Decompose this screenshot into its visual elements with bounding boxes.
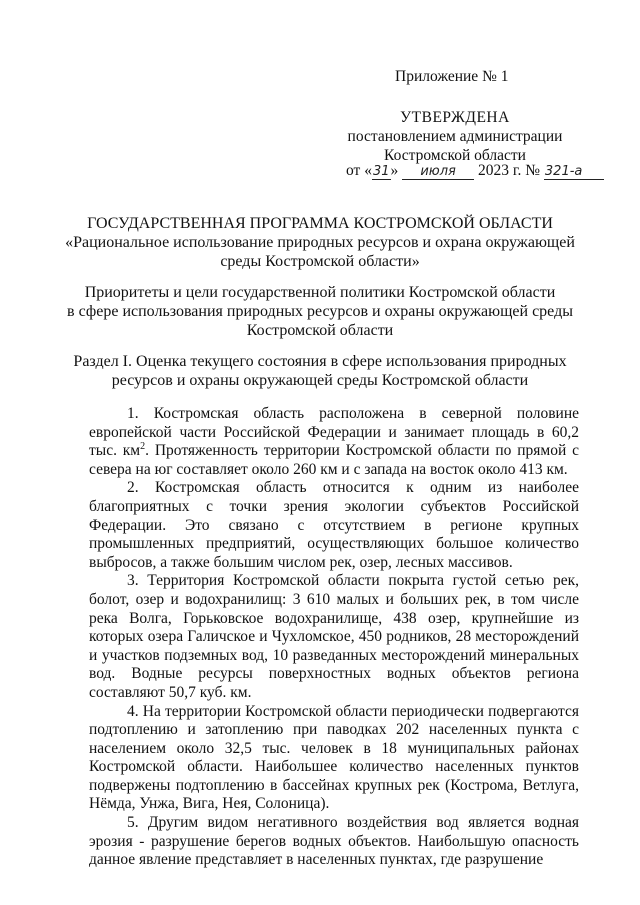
decree-line-1: постановлением администрации <box>347 128 563 145</box>
priorities-line-3: Костромской области <box>246 322 394 339</box>
program-name-line-2: среды Костромской области» <box>220 253 420 270</box>
paragraph-4: 4. На территории Костромской области периодически подвергаются подтоплению и затоплению при паводках 202 населенных пункта с населением около 32,5 тыс. человек в 18 муниципальных районах Костромской области. Наибольшее количество населенных пунктов подвержены подтоплению в бассейнах крупных рек (Кострома, Ветлуга, Нёмда, Унжа, Вига, Нея, Солоница). <box>89 702 579 813</box>
program-name-line-1: «Рациональное использование природных ресурсов и охрана окружающей <box>65 234 575 251</box>
priorities-line-2: в сфере использования природных ресурсов и охраны окружающей среды <box>67 303 573 320</box>
decree-line-2: Костромской области <box>384 147 526 164</box>
appendix-label: Приложение № 1 <box>395 68 509 85</box>
section-line-2: ресурсов и охраны окружающей среды Костромской области <box>111 372 529 389</box>
priorities-line-1: Приоритеты и цели государственной политики Костромской области <box>84 284 556 301</box>
section-heading <box>60 352 580 390</box>
handwritten-day: 31 <box>372 164 390 179</box>
paragraph-3: 3. Территория Костромской области покрыта густой сетью рек, болот, озер и водохранилищ: 3 610 малых и больших рек, в том числе река Волга, Горьковское водохранилище, 438 озер, крупнейшие из которых озера Галичское и Чухломское, 450 родников, 28 месторождений и участков подземных вод, 10 разведанных месторождений минеральных вод. Водные ресурсы поверхностных водных объектов региона составляют 50,7 куб. км. <box>89 572 579 701</box>
handwritten-number: 321-а <box>544 165 604 180</box>
decree-date-line <box>346 162 604 180</box>
approved-heading: УТВЕРЖДЕНА <box>400 109 510 126</box>
paragraph-1 <box>89 405 579 479</box>
handwritten-month: июля <box>402 165 474 180</box>
date-prefix: от « <box>346 162 372 179</box>
priorities-heading <box>60 283 580 340</box>
body-text <box>89 405 579 870</box>
paragraph-2: 2. Костромская область относится к одним из наиболее благоприятных с точки зрения экологии субъектов Российской Федерации. Это связано с отсутствием в регионе крупных промышленных предприятий, осуществляющих большое количество выбросов, а также большим числом рек, озер, лесных массивов. <box>89 479 579 571</box>
paragraph-1-part-a: 1. Костромская область расположена в северной половине европейской части Российской Федерации и занимает площадь в 60,2 тыс. км <box>89 405 579 460</box>
program-title-block <box>60 214 580 271</box>
paragraph-1-part-b: . Протяженность территории Костромской области по прямой с севера на юг составляет около 260 км и с запада на восток около 413 км. <box>89 442 579 478</box>
paragraph-5: 5. Другим видом негативного воздействия вод является водная эрозия - разрушение берегов водных объектов. Наибольшую опасность данное явление представляет в населенных пунктах, где разрушение <box>89 814 579 869</box>
year-part: 2023 г. № <box>478 162 541 179</box>
section-line-1: Раздел I. Оценка текущего состояния в сфере использования природных <box>73 353 567 370</box>
superscript-2: 2 <box>140 441 146 453</box>
date-mid: » <box>390 162 399 179</box>
approval-block <box>340 108 570 165</box>
program-title: ГОСУДАРСТВЕННАЯ ПРОГРАММА КОСТРОМСКОЙ ОБЛАСТИ <box>87 215 553 232</box>
